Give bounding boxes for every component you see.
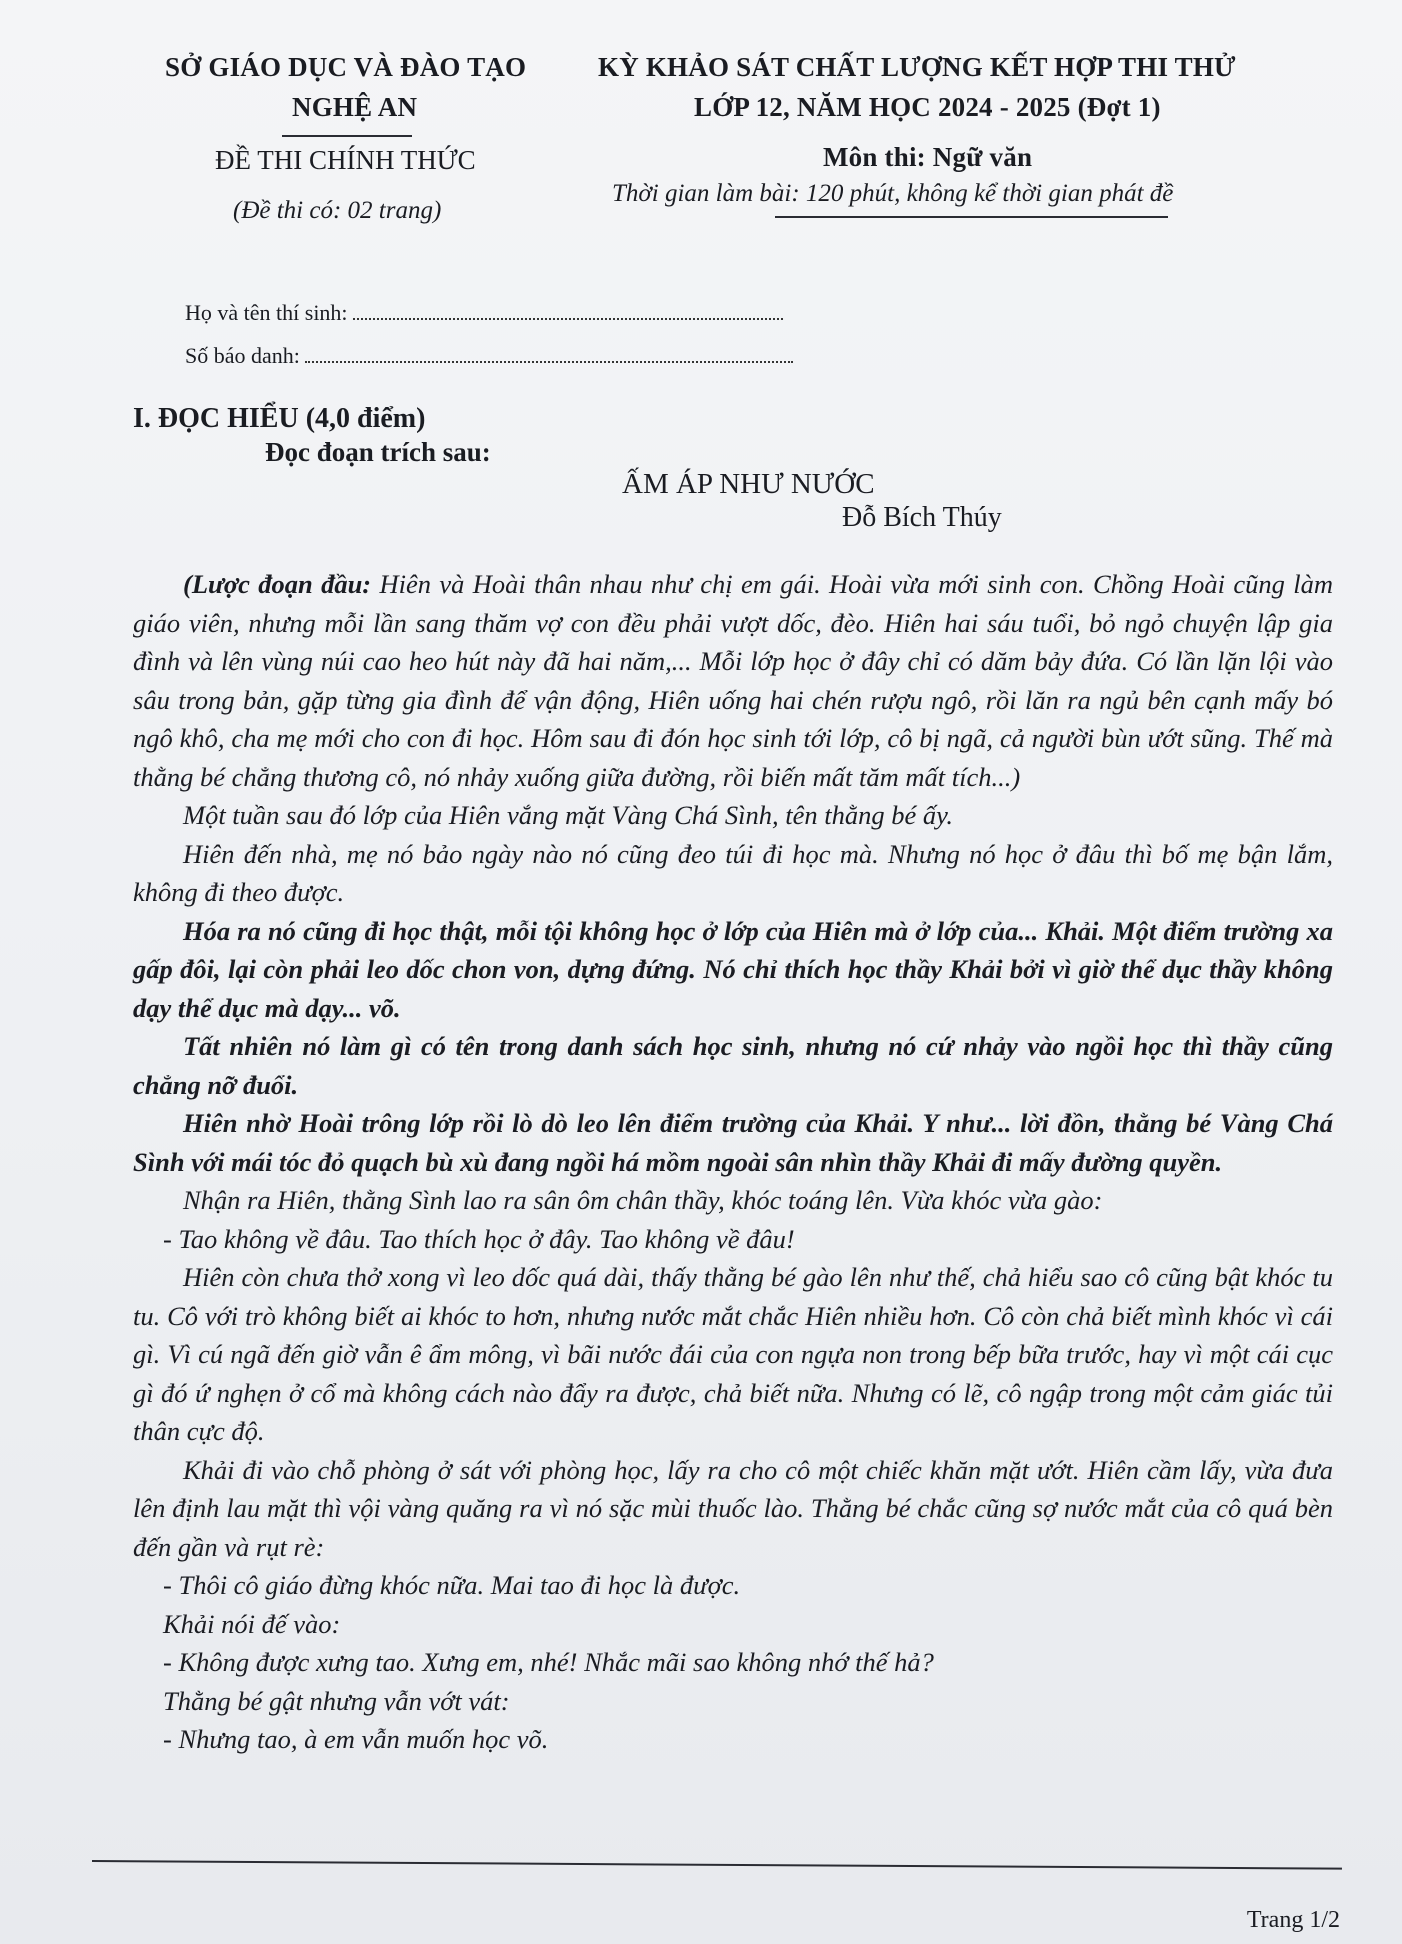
dialogue-line: Khải nói đế vào:	[163, 1608, 341, 1639]
pages-note: (Đề thi có: 02 trang)	[233, 197, 442, 224]
exam-line1: KỲ KHẢO SÁT CHẤT LƯỢNG KẾT HỢP THI THỬ	[598, 52, 1236, 82]
official-label: ĐỀ THI CHÍNH THỨC	[215, 145, 476, 175]
summary-label: (Lược đoạn đầu:	[183, 569, 372, 599]
passage-paragraph-bold: Hóa ra nó cũng đi học thật, mỗi tội không học ở lớp của Hiên mà ở lớp của... Khải. Một điểm trường xa gấp đôi, lại còn phải leo dốc chon von, dựng đứng. Nó chỉ thích học thầy Khải bởi vì giờ thể dục thầy không dạy thể dục mà dạy... võ.	[133, 915, 1333, 1023]
exam-line2: LỚP 12, NĂM HỌC 2024 - 2025 (Đợt 1)	[694, 92, 1161, 122]
story-title: ẤM ÁP NHƯ NƯỚC	[622, 468, 875, 500]
page-number: Trang 1/2	[1246, 1907, 1340, 1933]
header-right-underline	[775, 216, 1168, 218]
section-instruction: Đọc đoạn trích sau:	[265, 437, 491, 467]
passage-paragraph: Hiên đến nhà, mẹ nó bảo ngày nào nó cũng đeo túi đi học mà. Nhưng nó học ở đâu thì bố mẹ bận lắm, không đi theo được.	[133, 838, 1333, 907]
passage-summary	[133, 565, 1333, 796]
name-label: Họ và tên thí sinh:	[185, 300, 348, 325]
dept-line2: NGHỆ AN	[292, 92, 418, 122]
id-field	[185, 343, 793, 369]
dialogue-line: - Nhưng tao, à em vẫn muốn học võ.	[163, 1724, 549, 1754]
dialogue-line: - Thôi cô giáo đừng khóc nữa. Mai tao đi học là được.	[163, 1570, 741, 1600]
section-heading: I. ĐỌC HIỂU (4,0 điểm)	[133, 403, 426, 434]
time-label: Thời gian làm bài: 120 phút, không kể thời gian phát đề	[612, 180, 1174, 207]
dialogue-line: Thằng bé gật nhưng vẫn vớt vát:	[163, 1685, 510, 1716]
dept-line1: SỞ GIÁO DỤC VÀ ĐÀO TẠO	[165, 52, 527, 82]
subject-label: Môn thi: Ngữ văn	[823, 142, 1033, 172]
dialogue-line: - Không được xưng tao. Xưng em, nhé! Nhắc mãi sao không nhớ thế hả?	[163, 1647, 934, 1677]
id-dotted-line	[305, 343, 793, 363]
passage-paragraph: Nhận ra Hiên, thằng Sình lao ra sân ôm chân thầy, khóc toáng lên. Vừa khóc vừa gào:	[183, 1185, 1103, 1215]
passage-paragraph-bold: Tất nhiên nó làm gì có tên trong danh sách học sinh, nhưng nó cứ nhảy vào ngồi học thì thầy cũng chẳng nỡ đuổi.	[133, 1031, 1333, 1100]
id-label: Số báo danh:	[185, 343, 300, 368]
summary-text: Hiên và Hoài thân nhau như chị em gái. Hoài vừa mới sinh con. Chồng Hoài cũng làm giáo viên, nhưng mỗi lần sang thăm vợ con đều phải vượt dốc, đèo. Hiên hai sáu tuổi, bỏ ngỏ chuyện lập gia đình và lên vùng núi cao heo hút này đã hai năm,... Mỗi lớp học ở đây chỉ có dăm bảy đứa. Có lần lặn lội vào sâu trong bản, gặp từng gia đình để vận động, Hiên uống hai chén rượu ngô, rồi lăn ra ngủ bên cạnh mấy bó ngô khô, cha mẹ mới cho con đi học. Hôm sau đi đón học sinh tới lớp, cô bị ngã, cả người bùn ướt sũng. Thế mà thằng bé chẳng thương cô, nó nhảy xuống giữa đường, rồi biến mất tăm mất tích...)	[133, 569, 1333, 792]
passage-paragraph: Khải đi vào chỗ phòng ở sát với phòng học, lấy ra cho cô một chiếc khăn mặt ướt. Hiên cầm lấy, vừa đưa lên định lau mặt thì vội vàng quăng ra vì nó sặc mùi thuốc lào. Thằng bé chắc cũng sợ nước mắt của cô quá bèn đến gần và rụt rè:	[133, 1454, 1333, 1562]
footer-rule	[92, 1860, 1342, 1870]
story-author: Đỗ Bích Thúy	[842, 502, 1002, 533]
passage-paragraph: Hiên còn chưa thở xong vì leo dốc quá dài, thấy thằng bé gào lên như thế, chả hiểu sao cô cũng bật khóc tu tu. Cô với trò không biết ai khóc to hơn, nhưng nước mắt chắc Hiên nhiều hơn. Cô còn chả biết mình khóc vì cái gì. Vì cú ngã đến giờ vẫn ê ẩm mông, vì bãi nước đái của con ngựa non trong bếp bữa trước, hay vì một cái cục gì đó ứ nghẹn ở cổ mà không cách nào đẩy ra được, chả biết nữa. Nhưng có lẽ, cô ngập trong một cảm giác tủi thân cực độ.	[133, 1262, 1333, 1446]
header-left-underline	[282, 135, 412, 137]
name-field	[185, 300, 783, 326]
passage-paragraph: Một tuần sau đó lớp của Hiên vắng mặt Vàng Chá Sình, tên thằng bé ấy.	[183, 800, 954, 830]
dialogue-line: - Tao không về đâu. Tao thích học ở đây. Tao không về đâu!	[163, 1223, 795, 1254]
passage	[133, 565, 1333, 1759]
name-dotted-line	[353, 300, 783, 320]
passage-paragraph-bold: Hiên nhờ Hoài trông lớp rồi lò dò leo lên điểm trường của Khải. Y như... lời đồn, thằng bé Vàng Chá Sình với mái tóc đỏ quạch bù xù đang ngồi há mồm ngoài sân nhìn thầy Khải đi mấy đường quyền.	[133, 1108, 1333, 1177]
